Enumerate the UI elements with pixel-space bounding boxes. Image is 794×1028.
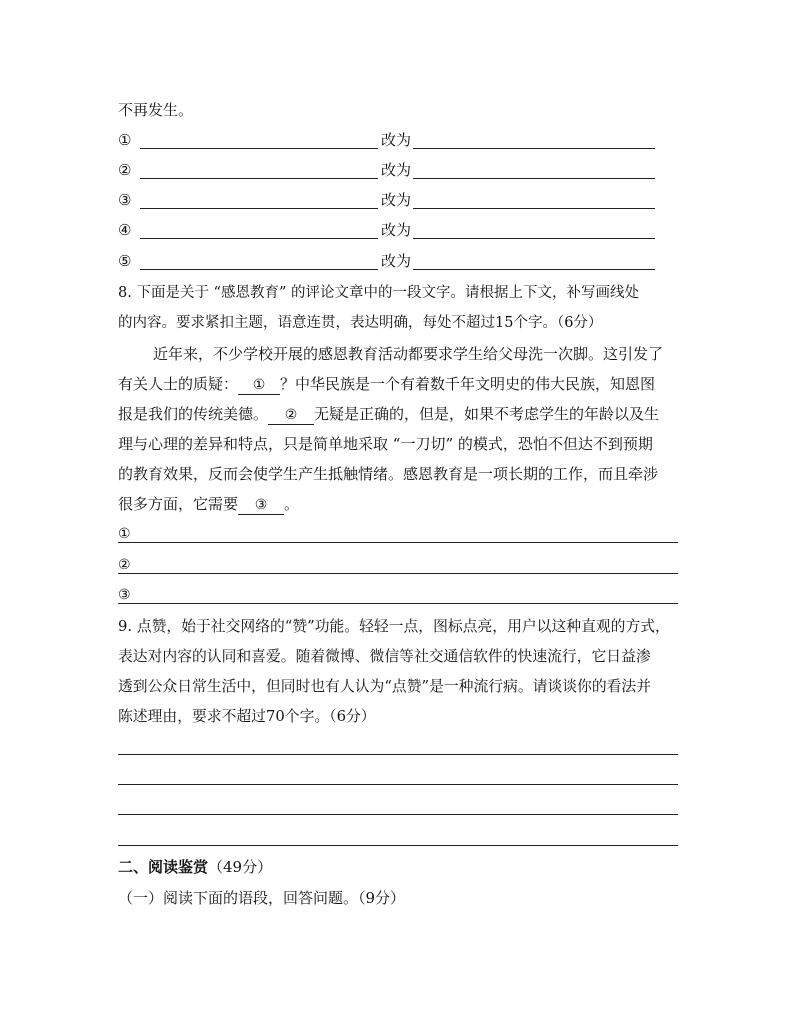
q8-text: 有关人士的质疑：: [118, 375, 239, 393]
intro-tail-text: 不再发生。: [118, 101, 194, 119]
q8-text: 。: [284, 495, 300, 513]
q8-passage-line3: [118, 404, 659, 425]
change-label: 改为: [381, 221, 412, 239]
q8-blank-2[interactable]: ②: [268, 406, 314, 425]
q8-prompt-line1: 8. 下面是关于 “感恩教育” 的评论文章中的一段文字。请根据上下文，补写画线处: [118, 285, 639, 301]
q8-blank-3[interactable]: ③: [238, 496, 284, 515]
answer-line[interactable]: [140, 238, 378, 239]
change-label: 改为: [381, 252, 412, 270]
q8-answer-number: ③: [118, 587, 131, 603]
q8-text: 无疑是正确的，但是，如果不考虑学生的年龄以及生: [314, 405, 660, 423]
q8-passage-line6: [118, 494, 299, 515]
answer-line[interactable]: [413, 148, 655, 149]
revision-row-number: ③: [118, 191, 132, 209]
q8-blank-1[interactable]: ①: [238, 376, 280, 395]
revision-row-number: ①: [118, 131, 132, 149]
change-label: 改为: [381, 191, 412, 209]
q8-text: 报是我们的传统美德。: [118, 405, 269, 423]
section2-heading: [118, 857, 272, 877]
change-label: 改为: [381, 161, 412, 179]
q8-answer-line-1[interactable]: [118, 542, 678, 543]
q8-text: 很多方面，它需要: [118, 495, 239, 513]
section2-score: （49分）: [208, 858, 273, 876]
q8-prompt-line2: 的内容。要求紧扣主题，语意连贯，表达明确，每处不超过15个字。（6分）: [118, 315, 603, 331]
q9-answer-line-1[interactable]: [118, 754, 678, 755]
answer-line[interactable]: [413, 178, 655, 179]
q8-answer-number: ①: [118, 526, 131, 542]
q8-passage-line2: [118, 374, 655, 395]
q9-answer-line-2[interactable]: [118, 784, 678, 785]
q8-answer-line-3[interactable]: [118, 603, 678, 604]
q8-answer-line-2[interactable]: [118, 573, 678, 574]
answer-line[interactable]: [140, 269, 378, 270]
answer-line[interactable]: [413, 269, 655, 270]
q8-passage-line5: 的教育效果，反而会使学生产生抵触情绪。感恩教育是一项长期的工作，而且牵涉: [118, 465, 659, 483]
answer-line[interactable]: [413, 208, 655, 209]
answer-line[interactable]: [413, 238, 655, 239]
q9-line4: 陈述理由，要求不超过70个字。（6分）: [118, 708, 376, 725]
q9-line1: 9. 点赞，始于社交网络的“赞”功能。轻轻一点，图标点亮，用户以这种直观的方式，: [118, 618, 670, 635]
revision-row-number: ⑤: [118, 252, 132, 270]
section2-subheading: （一）阅读下面的语段，回答问题。（9分）: [118, 889, 406, 907]
revision-row-number: ④: [118, 221, 132, 239]
answer-line[interactable]: [140, 178, 378, 179]
answer-line[interactable]: [140, 208, 378, 209]
q8-text: ？中华民族是一个有着数千年文明史的伟大民族，知恩图: [280, 375, 656, 393]
q9-line3: 透到公众日常生活中，但同时也有人认为“点赞”是一种流行病。请谈谈你的看法并: [118, 678, 652, 695]
q9-answer-line-4[interactable]: [118, 845, 678, 846]
q8-passage-line1: 近年来，不少学校开展的感恩教育活动都要求学生给父母洗一次脚。这引发了: [153, 345, 664, 363]
section2-title: 二、阅读鉴赏: [118, 858, 209, 876]
revision-row-number: ②: [118, 161, 132, 179]
q9-line2: 表达对内容的认同和喜爱。随着微博、微信等社交通信软件的快速流行，它日益渗: [118, 648, 651, 665]
q8-answer-number: ②: [118, 557, 131, 573]
q8-passage-line4: 理与心理的差异和特点，只是简单地采取 “一刀切” 的模式，恐怕不但达不到预期: [118, 435, 653, 453]
q9-answer-line-3[interactable]: [118, 814, 678, 815]
change-label: 改为: [381, 131, 412, 149]
answer-line[interactable]: [140, 148, 378, 149]
